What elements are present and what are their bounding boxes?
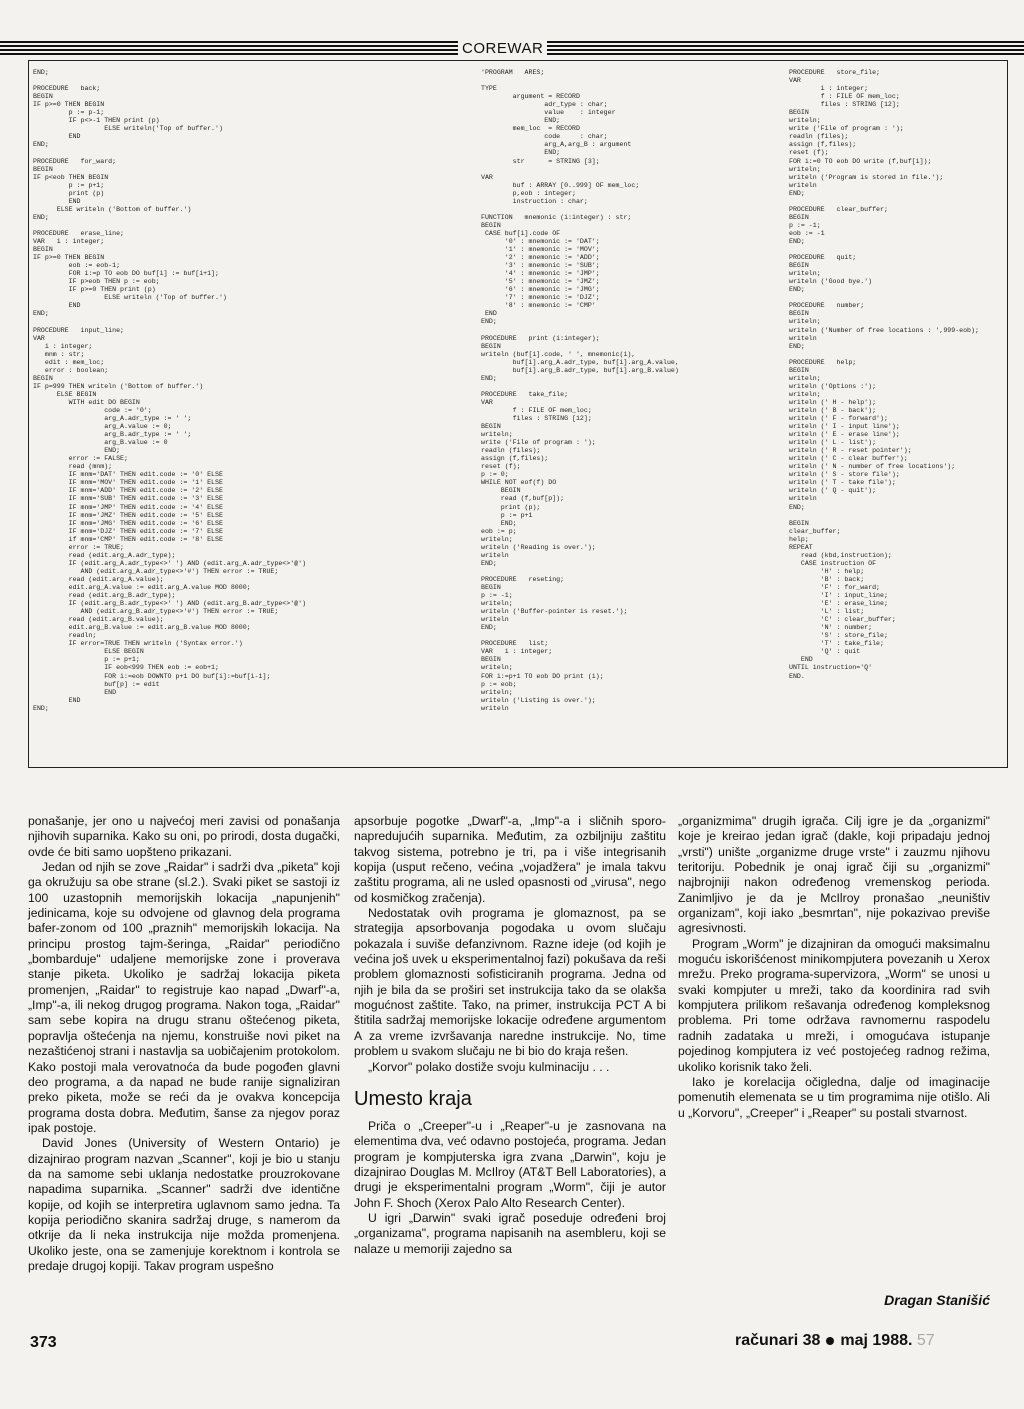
article-column-2 [354, 814, 666, 1257]
bullet-icon [826, 1337, 834, 1345]
folio-number: 57 [916, 1332, 935, 1349]
section-heading: Umesto kraja [354, 1087, 472, 1110]
footer-meta [735, 1332, 935, 1350]
magazine-name: računari 38 [735, 1332, 821, 1349]
paragraph: Nedostatak ovih programa je glomaznost, pa se strategija apsorbovanja pogodaka u ovom slučaju pokazala i suviše defanzivnom. Razne ideje (od kojih je većina još uvek u eksperimentalnoj fazi) pokušava da reši problem glomaznosti sofisticiranih programa. Jedna od njih je bila da se proširi set instrukcija tako da se olakša mogućnost zaštite. Tako, na primer, instrukcija PCT A bi štitila sadržaj memorijske lokacije određene argumentom A za vreme izvršavanja naredne instrukcije. No, time problem u svakom slučaju ne bi bio do kraja rešen. [354, 906, 666, 1059]
section-title: COREWAR [458, 38, 547, 60]
paragraph: „organizmima" drugih igrača. Cilj igre je da „organizmi" koje je kreirao jedan igrač (dakle, koji pripadaju jednoj „vrsti") unište „organizme druge vrste" i zauzmu njihovu teritoriju. Pobednik je onaj igrač čiji su „organizmi" najbrojniji nakon određenog vremenskog perioda. Zanimljivo je da je McIlroy pronašao „neuništiv organizam", koji iako „besmrtan", nije pokazivao previše agresivnosti. [678, 814, 990, 936]
paragraph: Program „Worm" je dizajniran da omogući maksimalnu moguću iskorišćenost minikompjutera povezanih u Xerox mrežu. Preko programa-supervizora, „Worm" se unosi u svaki kompjuter u mreži, tako da koordinira rad svih kompjutera prilikom rešavanja određenog kompleksnog problema. Pri tome održava ravnomernu raspodelu radnih zadataka u mreži, i omogućava istupanje pojedinog kompjutera iz već postojećeg radnog režima, ukoliko korisnik tako želi. [678, 936, 990, 1074]
code-column-2: 'PROGRAM ARES; TYPE argument = RECORD adr_type : char; value : integer END; mem_loc = RECORD code : char; arg_A,arg_B : argument END; str = STRING [3]; VAR buf : ARRAY [0..999] OF mem_loc; p,eob : integer; instruction : char; FUNCTION mnemonic (i:integer) : str; BEGIN CASE buf[i].code OF '0' : mnemonic := 'DAT'; '1' : mnemonic := 'MOV'; '2' : mnemonic := 'ADD'; '3' : mnemonic := 'SUB'; '4' : mnemonic := 'JMP'; '5' : mnemonic := 'JMZ'; '6' : mnemonic := 'JMG'; '7' : mnemonic := 'DJZ'; '8' : mnemonic := 'CMP' END END; PROCEDURE print (i:integer); BEGIN writeln (buf[i].code, ' ', mnemonic(i), buf[i].arg_A.adr_type, buf[i].arg_A.value, buf[i].arg_B.adr_type, buf[i].arg_B.value) END; PROCEDURE take_file; VAR f : FILE OF mem_loc; files : STRING [12]; BEGIN writeln; write ('File of program : '); readln (files); assign (f,files); reset (f); p := 0; WHILE NOT eof(f) DO BEGIN read (f,buf[p]); print (p); p := p+1 END; eob := p; writeln; writeln ('Reading is over.'); writeln END; PROCEDURE reseting; BEGIN p := -1; writeln; writeln ('Buffer-pointer is reset.'); writeln END; PROCEDURE list; VAR i : integer; BEGIN writeln; FOR i:=p+1 TO eob DO print (i); p := eob; writeln; writeln ('Listing is over.'); writeln [481, 69, 679, 712]
paragraph: Priča o „Creeper"-u i „Reaper"-u je zasnovana na elementima dva, već odavno postojeća, programa. Jedan program je kompjuterska igra zvana „Darwin", koju je dizajnirao Douglas M. McIlroy (AT&T Bell Laboratories), a drugi je eksperimentalni program „Worm", čiji je autor John F. Shoch (Xerox Palo Alto Research Center). [354, 1118, 666, 1210]
issue-date: maj 1988. [840, 1332, 913, 1349]
paragraph: David Jones (University of Western Ontario) je dizajnirao program nazvan „Scanner", koji je bio u stanju da na samome sebi uklanja nedostatke prouzrokovane napadima suparnika. „Scanner" sadrži dve identične kopije, od kojih se interpretira uglavnom samo jedna. Ta kopija periodično skanira sadržaj druge, s namerom da otkrije da li neka instrukcija nije možda promenjena. Ukoliko jeste, ona se zamenjuje korektnom i kontrola se predaje drugoj kopiji. Takav program uspešno [28, 1136, 340, 1273]
paragraph: ponašanje, jer ono u najvećoj meri zavisi od ponašanja njihovih suparnika. Kako su oni, po prirodi, dosta dugački, ovde će biti samo uopšteno prikazani. [28, 814, 340, 859]
paragraph: Iako je korelacija očigledna, dalje od imaginacije pomenutih elemenata se u tim programima nije otišlo. Ali u „Korvoru", „Creeper" i „Reaper" su postali stvarnost. [678, 1074, 990, 1120]
code-listing-box [28, 60, 1008, 768]
article-column-1 [28, 814, 340, 1274]
code-column-3: PROCEDURE store_file; VAR i : integer; f : FILE OF mem_loc; files : STRING [12]; BEGIN writeln; write ('File of program : '); readln (files); assign (f,files); reset (f); FOR i:=0 TO eob DO write (f,buf[i]); writeln; writeln ('Program is stored in file.'); writeln END; PROCEDURE clear_buffer; BEGIN p := -1; eob := -1 END; PROCEDURE quit; BEGIN writeln; writeln ('Good bye.') END; PROCEDURE number; BEGIN writeln; writeln ('Number of free locations : ',999-eob); writeln END; PROCEDURE help; BEGIN writeln; writeln ('Options :'); writeln; writeln (' H - help'); writeln (' B - back'); writeln (' F - forward'); writeln (' I - input line'); writeln (' E - erase line'); writeln (' L - list'); writeln (' R - reset pointer'); writeln (' C - clear buffer'); writeln (' N - number of free locations'); writeln (' S - store file'); writeln (' T - take file'); writeln (' Q - quit'); writeln END; BEGIN clear_buffer; help; REPEAT read (kbd,instruction); CASE instruction OF 'H' : help; 'B' : back; 'F' : for_ward; 'I' : input_line; 'E' : erase_line; 'L' : list; 'C' : clear_buffer; 'N' : number; 'S' : store_file; 'T' : take_file; 'Q' : quit END UNTIL instruction='Q' END. [789, 69, 979, 680]
section-header [0, 38, 1024, 60]
author-signature: Dragan Stanišić [884, 1292, 990, 1308]
paragraph: U igri „Darwin" svaki igrač poseduje određeni broj „organizama", programa napisanih na asembleru, koji se nalaze u memoriji zajedno sa [354, 1210, 666, 1256]
page-number: 373 [30, 1334, 57, 1351]
paragraph: Jedan od njih se zove „Raidar" i sadrži dva „piketa" koji ga okružuju sa obe strane (sl.2.). Svaki piket se sastoji iz 100 uzastopnih memorijskih lokacija „napunjenih" jedinicama, koje su odvojene od glavnog dela programa bafer-zonom od 100 „praznih" memorijskih lokacija. Na principu prostog tajm-šeringa, „Raidar" periodično „bombarduje" udaljene memorijske zone i proverava stanje piketa. Ukoliko je sadržaj lokacija piketa promenjen, „Raidar" to registruje kao napad „Dwarf"-a, „Imp"-a, ili nekog drugog programa. Nakon toga, „Raidar" sam sebe kopira na drugu stranu oštećenog piketa, popravlja oštećenja na njemu, konstruiše novi piket na nezaštićenoj strani i nastavlja sa uobičajenim protokolom. Kako postoji mala verovatnoća da bude pogođen glavni deo programa, a da napad ne bude ranije signaliziran preko piketa, može se reći da je ovakva koncepcija programa dosta dobra. Međutim, šanse za njegov poraz ipak postoje. [28, 860, 340, 1135]
paragraph: „Korvor" polako dostiže svoju kulminaciju . . . [368, 1059, 610, 1074]
code-column-1: END; PROCEDURE back; BEGIN IF p>=0 THEN BEGIN p := p-1; IF p<>-1 THEN print (p) ELSE writeln('Top of buffer.') END END; PROCEDURE for_ward; BEGIN IF p<eob THEN BEGIN p := p+1; print (p) END ELSE writeln ('Bottom of buffer.') END; PROCEDURE erase_line; VAR i : integer; BEGIN IF p>=0 THEN BEGIN eob := eob-1; FOR i:=p TO eob DO buf[i] := buf[i+1]; IF p>eob THEN p := eob; IF p>=0 THEN print (p) ELSE writeln ('Top of buffer.') END END; PROCEDURE input_line; VAR i : integer; mnm : str; edit : mem_loc; error : boolean; BEGIN IF p=999 THEN writeln ('Bottom of buffer.') ELSE BEGIN WITH edit DO BEGIN code := '0'; arg_A.adr_type := ' '; arg_A.value := 0; arg_B.adr_type := ' '; arg_B.value := 0 END; error := FALSE; read (mnm); IF mnm='DAT' THEN edit.code := '0' ELSE IF mnm='MOV' THEN edit.code := '1' ELSE IF mnm='ADD' THEN edit.code := '2' ELSE IF mnm='SUB' THEN edit.code := '3' ELSE IF mnm='JMP' THEN edit.code := '4' ELSE IF mnm='JMZ' THEN edit.code := '5' ELSE IF mnm='JMG' THEN edit.code := '6' ELSE IF mnm='DJZ' THEN edit.code := '7' ELSE if mnm='CMP' THEN edit.code := '8' ELSE error := TRUE; read (edit.arg_A.adr_type); IF (edit.arg_A.adr_type<>' ') AND (edit.arg_A.adr_type<>'@') AND (edit.arg_A.adr_type<>'#') THEN error := TRUE; read (edit.arg_A.value); edit.arg_A.value := edit.arg_A.value MOD 8000; read (edit.arg_B.adr_type); IF (edit.arg_B.adr_type<>' ') AND (edit.arg_B.adr_type<>'@') AND (edit.arg_B.adr_type<>'#') THEN error := TRUE; read (edit.arg_B.value); edit.arg_B.value := edit.arg_B.value MOD 8000; readln; IF error=TRUE THEN writeln ('Syntax error.') ELSE BEGIN p := p+1; IF eob<999 THEN eob := eob+1; FOR i:=eob DOWNTO p+1 DO buf[i]:=buf[i-1]; buf[p] := edit END END END; [33, 69, 307, 712]
article-column-3 [678, 814, 990, 1121]
paragraph: apsorbuje pogotke „Dwarf"-a, „Imp"-a i sličnih sporo-napredujućih suparnika. Međutim, za ozbiljniju zaštitu takvog sistema, potrebno je tri, pa i više integrisanih kopija (usput rečeno, većina „vojadžera" je imala takvu zaštitu programa, ali ne usled opasnosti od „virusa", nego od kosmičkog zračenja). [354, 814, 666, 905]
